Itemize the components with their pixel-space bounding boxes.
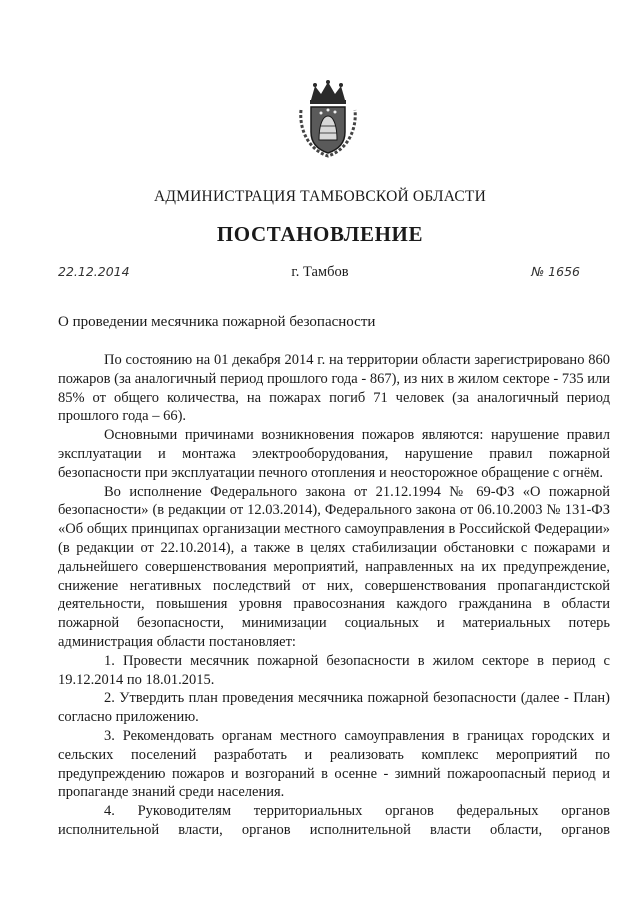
paragraph-item-3: 3. Рекомендовать органам местного самоуправления в границах городских и сельских поселений разработать и реализовать комплекс мероприятий по предупреждению пожаров и возгораний в осенне - зимний пожароопасный период и пропаганде знаний среди населения.	[58, 727, 610, 801]
document-number: № 1656	[531, 264, 580, 279]
paragraph-item-4: 4. Руководителям территориальных органов федеральных органов исполнительной власти, органов исполнительной власти области, органов	[58, 803, 610, 838]
paragraph-causes: Основными причинами возникновения пожаров являются: нарушение правил эксплуатации и монтажа электрооборудования, нарушение правил пожарной безопасности при эксплуатации печного отопления и неосторожное обращение с огнём.	[58, 427, 610, 481]
document-body	[58, 351, 610, 840]
document-type-title: ПОСТАНОВЛЕНИЕ	[216, 222, 424, 246]
paragraph-item-2: 2. Утвердить план проведения месячника пожарной безопасности (далее - План) согласно приложению.	[58, 690, 610, 726]
document-date: 22.12.2014	[58, 264, 130, 279]
document-subject: О проведении месячника пожарной безопасности	[58, 314, 376, 330]
organization-name: АДМИНИСТРАЦИЯ ТАМБОВСКОЙ ОБЛАСТИ	[154, 188, 486, 205]
paragraph-legal-basis: Во исполнение Федерального закона от 21.12.1994 № 69-ФЗ «О пожарной безопасности» (в редакции от 12.03.2014), Федерального закона от 06.10.2003 № 131-ФЗ «Об общих принципах организации местного самоуправления в Российской Федерации» (в редакции от 22.10.2014), а также в целях стабилизации обстановки с пожарами и дальнейшего совершенствования мероприятий, направленных на их предупреждение, снижение негативных последствий от них, совершенствования пропагандистской деятельности, повышения уровня правосознания каждого гражданина в области пожарной безопасности, минимизации социальных и материальных потерь администрация области постановляет:	[58, 483, 610, 650]
paragraph-item-1: 1. Провести месячник пожарной безопасности в жилом секторе в период с 19.12.2014 по 18.01.2015.	[58, 652, 610, 688]
document-city: г. Тамбов	[291, 264, 349, 280]
coat-of-arms-emblem	[297, 80, 359, 158]
paragraph-statistics: По состоянию на 01 декабря 2014 г. на территории области зарегистрировано 860 пожаров (за аналогичный период прошлого года - 867), из них в жилом секторе - 735 или 85% от общего количества, на пожарах погиб 71 человек (за аналогичный период прошлого года – 66).	[58, 352, 610, 425]
